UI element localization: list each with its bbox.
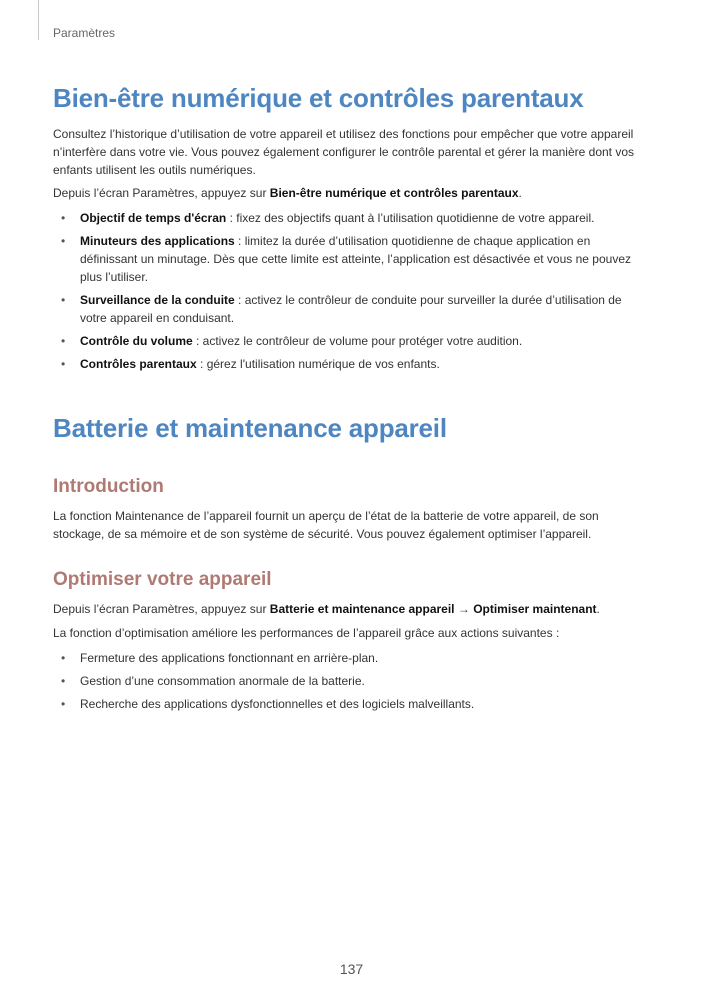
running-header: Paramètres [53, 26, 116, 40]
path-suffix: . [596, 602, 600, 616]
feature-term: Objectif de temps d'écran [80, 211, 227, 225]
feature-term: Surveillance de la conduite [80, 293, 235, 307]
bullet-icon: • [61, 651, 66, 665]
list-item [53, 355, 643, 373]
feature-term: Contrôle du volume [80, 334, 193, 348]
bullet-icon: • [61, 211, 66, 225]
path-menu-item: Bien-être numérique et contrôles parentaux [269, 186, 519, 200]
bullet-icon: • [61, 674, 66, 688]
bullet-icon: • [61, 234, 66, 248]
list-item [53, 291, 643, 327]
path-menu-item: Batterie et maintenance appareil [269, 602, 455, 616]
action-text: Gestion d’une consommation anormale de la batterie. [80, 674, 365, 688]
list-item [53, 649, 643, 667]
feature-description: : limitez la durée d’utilisation quotidienne de chaque application en définissant un minutage. Dès que cette limite est atteinte, l’application est désactivée et vous ne pouvez plus l’utiliser. [80, 234, 631, 284]
list-item [53, 695, 643, 713]
bullet-icon: • [61, 697, 66, 711]
digital-wellbeing-intro: Consultez l’historique d’utilisation de votre appareil et utilisez des fonctions pour empêcher que votre appareil n’interfère dans votre vie. Vous pouvez également configurer le contrôle parental et gérer la manière dont vos enfants utilisent les outils numériques. [53, 127, 635, 177]
feature-term: Contrôles parentaux [80, 357, 197, 371]
digital-wellbeing-feature-list [53, 209, 643, 378]
list-item [53, 209, 643, 227]
path-suffix: . [518, 186, 522, 200]
bullet-icon: • [61, 357, 66, 371]
subsection-title-introduction: Introduction [53, 476, 164, 497]
action-text: Fermeture des applications fonctionnant en arrière-plan. [80, 651, 379, 665]
digital-wellbeing-path [53, 184, 638, 202]
section-title-digital-wellbeing: Bien-être numérique et contrôles parentaux [53, 83, 584, 113]
optimise-path [53, 600, 638, 618]
feature-description: : activez le contrôleur de conduite pour surveiller la durée d’utilisation de votre appareil en conduisant. [80, 293, 622, 325]
introduction-text: La fonction Maintenance de l’appareil fournit un aperçu de l’état de la batterie de votre appareil, de son stockage, de sa mémoire et de son système de sécurité. Vous pouvez également optimiser l’appareil. [53, 509, 599, 541]
optimise-description: La fonction d’optimisation améliore les performances de l’appareil grâce aux actions suivantes : [53, 626, 560, 640]
path-menu-item: Optimiser maintenant [473, 602, 597, 616]
path-prefix: Depuis l’écran Paramètres, appuyez sur [53, 186, 270, 200]
header-divider [38, 0, 39, 40]
feature-description: : activez le contrôleur de volume pour protéger votre audition. [192, 334, 523, 348]
feature-term: Minuteurs des applications [80, 234, 235, 248]
action-text: Recherche des applications dysfonctionnelles et des logiciels malveillants. [80, 697, 475, 711]
bullet-icon: • [61, 334, 66, 348]
subsection-title-optimise: Optimiser votre appareil [53, 569, 272, 590]
section-title-battery-maintenance: Batterie et maintenance appareil [53, 413, 447, 443]
path-arrow: → [454, 602, 474, 616]
bullet-icon: • [61, 293, 66, 307]
page-number: 137 [339, 961, 364, 977]
path-prefix: Depuis l’écran Paramètres, appuyez sur [53, 602, 270, 616]
feature-description: : fixez des objectifs quant à l’utilisation quotidienne de votre appareil. [226, 211, 595, 225]
list-item [53, 232, 643, 286]
list-item [53, 332, 643, 350]
optimise-action-list [53, 649, 643, 718]
feature-description: : gérez l'utilisation numérique de vos enfants. [196, 357, 440, 371]
list-item [53, 672, 643, 690]
